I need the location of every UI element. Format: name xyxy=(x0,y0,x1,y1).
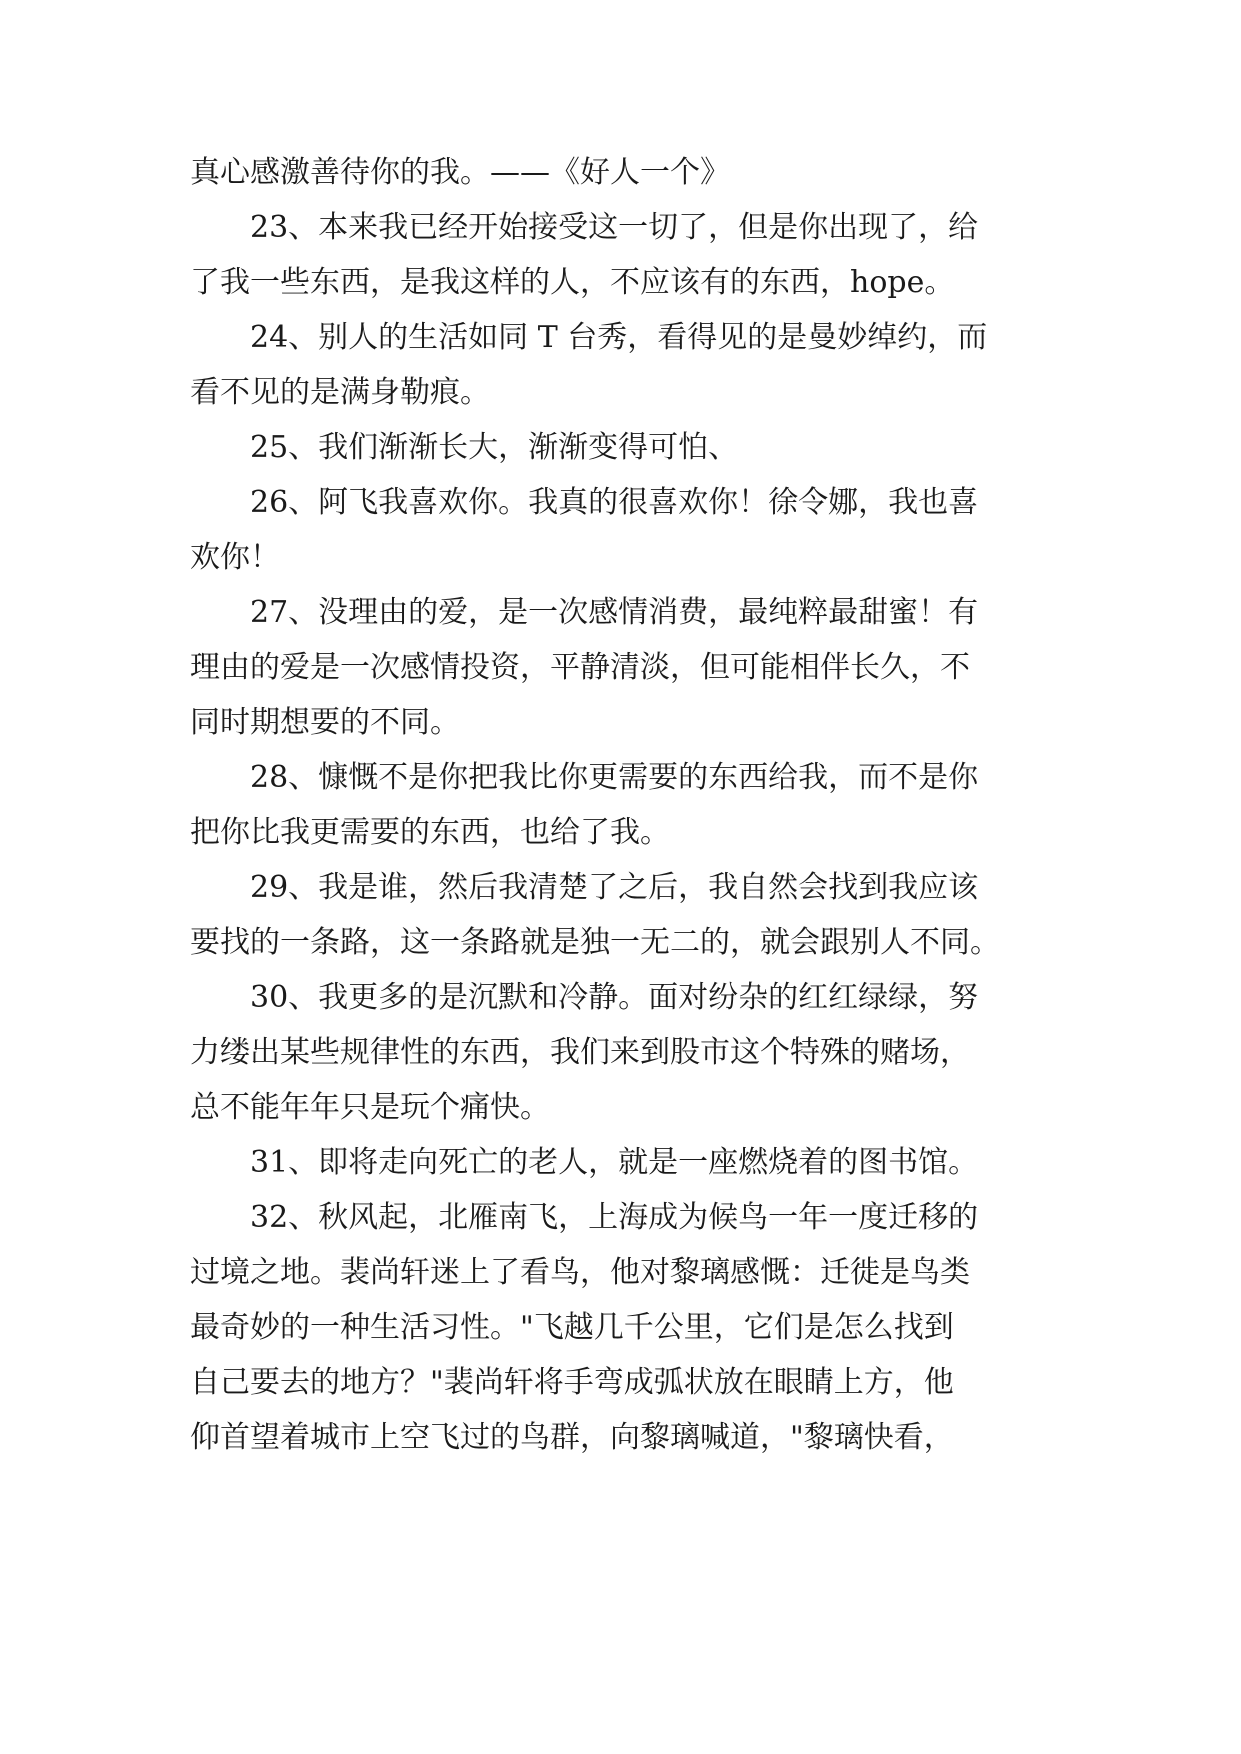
text-line: 最奇妙的一种生活习性。"飞越几千公里，它们是怎么找到 xyxy=(190,1310,954,1345)
text-line: 理由的爱是一次感情投资，平静清淡，但可能相伴长久，不 xyxy=(190,650,970,685)
text-line: 过境之地。裴尚轩迷上了看鸟，他对黎璃感慨：迁徙是鸟类 xyxy=(190,1255,970,1290)
text-line: 总不能年年只是玩个痛快。 xyxy=(190,1090,550,1125)
text-line: 25、我们渐渐长大，渐渐变得可怕、 xyxy=(250,430,739,465)
text-line: 自己要去的地方？"裴尚轩将手弯成弧状放在眼睛上方，他 xyxy=(190,1365,954,1400)
text-line: 32、秋风起，北雁南飞，上海成为候鸟一年一度迁移的 xyxy=(250,1200,979,1235)
text-line: 31、即将走向死亡的老人，就是一座燃烧着的图书馆。 xyxy=(250,1145,979,1180)
text-line: 了我一些东西，是我这样的人，不应该有的东西，hope。 xyxy=(190,265,955,300)
text-line: 同时期想要的不同。 xyxy=(190,705,460,740)
text-line: 26、阿飞我喜欢你。我真的很喜欢你！徐令娜，我也喜 xyxy=(250,485,979,520)
text-line: 欢你！ xyxy=(190,540,280,575)
text-line: 仰首望着城市上空飞过的鸟群，向黎璃喊道，"黎璃快看， xyxy=(190,1420,954,1455)
text-line: 23、本来我已经开始接受这一切了，但是你出现了，给 xyxy=(250,210,979,245)
text-line: 27、没理由的爱，是一次感情消费，最纯粹最甜蜜！有 xyxy=(250,595,979,630)
text-line: 28、慷慨不是你把我比你更需要的东西给我，而不是你 xyxy=(250,760,979,795)
text-line: 30、我更多的是沉默和冷静。面对纷杂的红红绿绿，努 xyxy=(250,980,979,1015)
text-line: 力缕出某些规律性的东西，我们来到股市这个特殊的赌场， xyxy=(190,1035,970,1070)
text-line: 把你比我更需要的东西，也给了我。 xyxy=(190,815,670,850)
text-line: 29、我是谁，然后我清楚了之后，我自然会找到我应该 xyxy=(250,870,979,905)
text-line: 看不见的是满身勒痕。 xyxy=(190,375,490,410)
text-line: 要找的一条路，这一条路就是独一无二的，就会跟别人不同。 xyxy=(190,925,1000,960)
text-line: 真心感激善待你的我。——《好人一个》 xyxy=(190,155,730,190)
text-line: 24、别人的生活如同 T 台秀，看得见的是曼妙绰约，而 xyxy=(250,320,988,355)
